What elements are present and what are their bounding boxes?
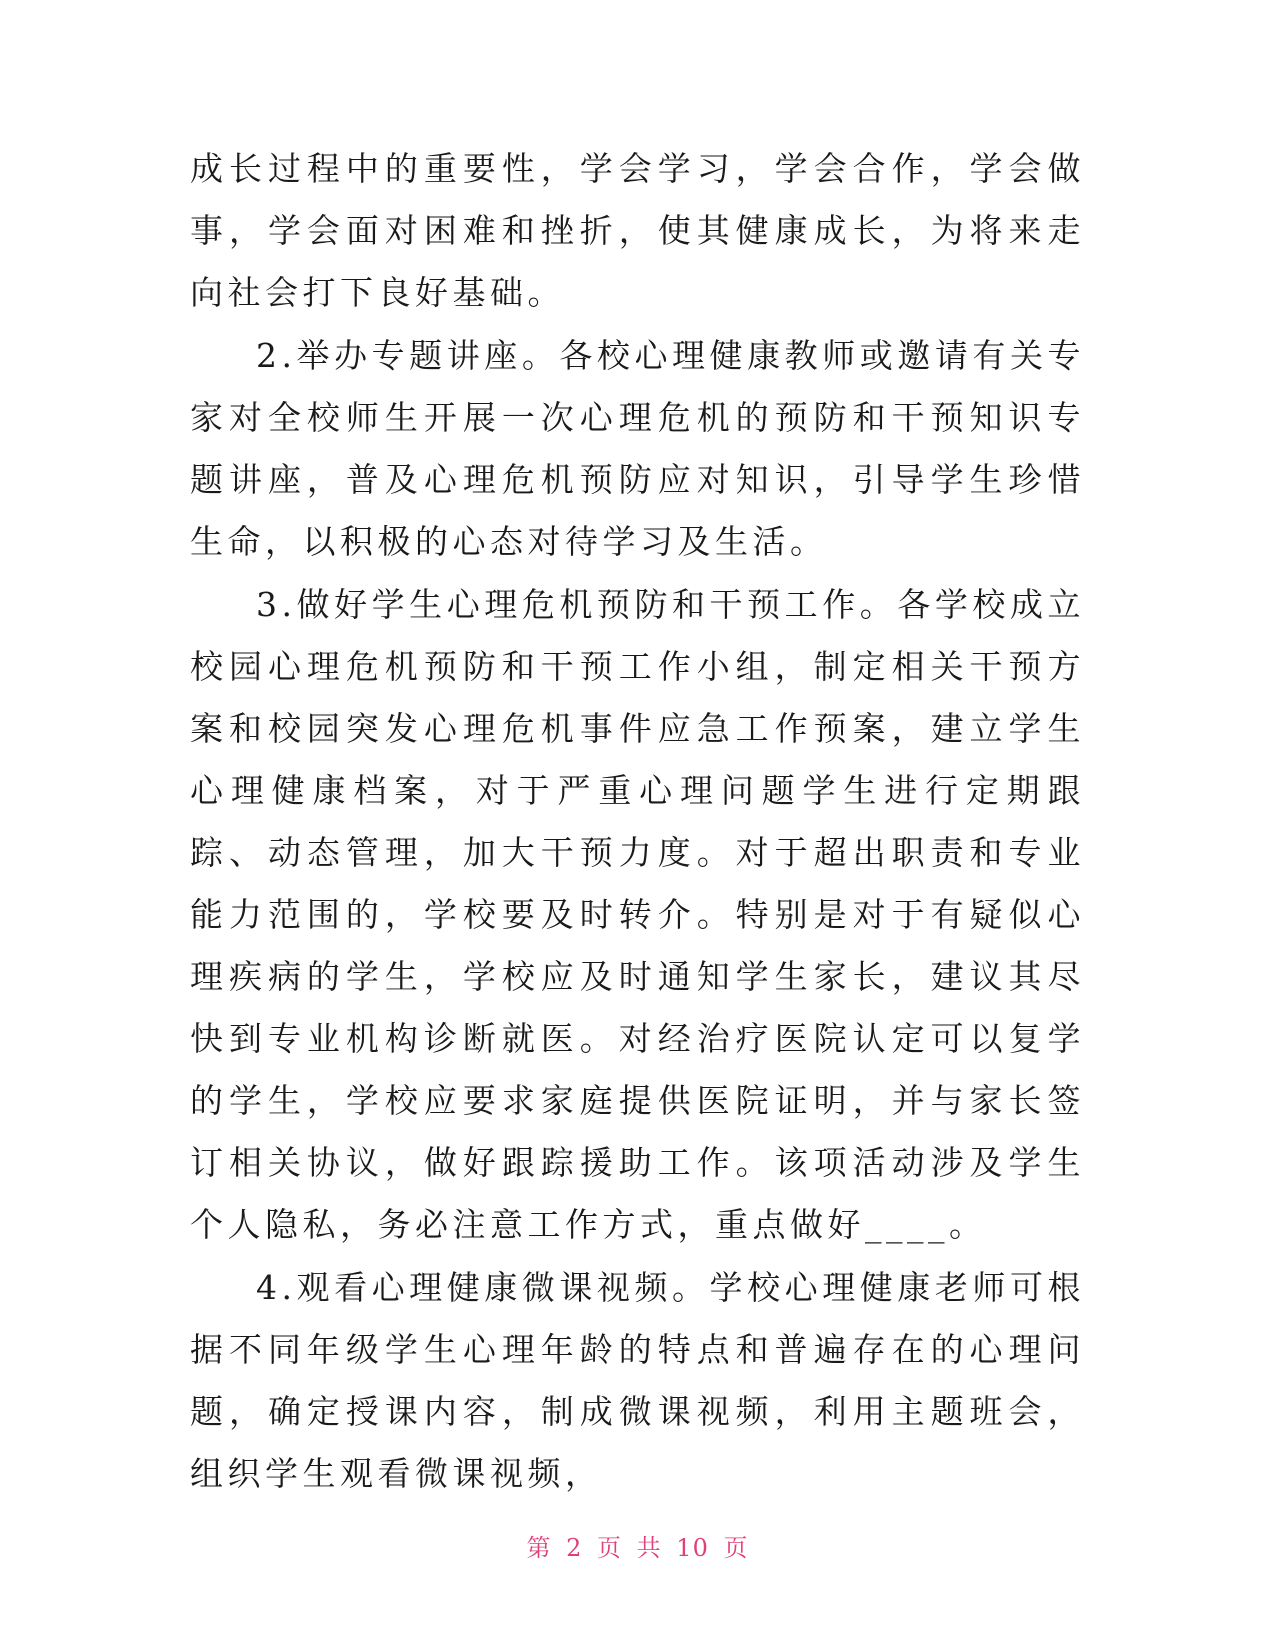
paragraph-continuation: 成长过程中的重要性，学会学习，学会合作，学会做事，学会面对困难和挫折，使其健康成长，为将来走向社会打下良好基础。 — [190, 149, 1085, 312]
page-number-footer: 第 2 页 共 10 页 — [526, 1534, 749, 1562]
paragraph-item-4: 4.观看心理健康微课视频。学校心理健康老师可根据不同年级学生心理年龄的特点和普遍存在的心理问题，确定授课内容，制成微课视频，利用主题班会，组织学生观看微课视频， — [190, 1268, 1085, 1493]
document-body — [190, 138, 1085, 1506]
paragraph-item-3: 3.做好学生心理危机预防和干预工作。各学校成立校园心理危机预防和干预工作小组，制定相关干预方案和校园突发心理危机事件应急工作预案，建立学生心理健康档案，对于严重心理问题学生进行定期跟踪、动态管理，加大干预力度。对于超出职责和专业能力范围的，学校要及时转介。特别是对于有疑似心理疾病的学生，学校应及时通知学生家长，建议其尽快到专业机构诊断就医。对经治疗医院认定可以复学的学生，学校应要求家庭提供医院证明，并与家长签订相关协议，做好跟踪援助工作。该项活动涉及学生个人隐私，务必注意工作方式，重点做好____。 — [190, 585, 1085, 1244]
paragraph-item-2: 2.举办专题讲座。各校心理健康教师或邀请有关专家对全校师生开展一次心理危机的预防和干预知识专题讲座，普及心理危机预防应对知识，引导学生珍惜生命，以积极的心态对待学习及生活。 — [190, 336, 1085, 561]
